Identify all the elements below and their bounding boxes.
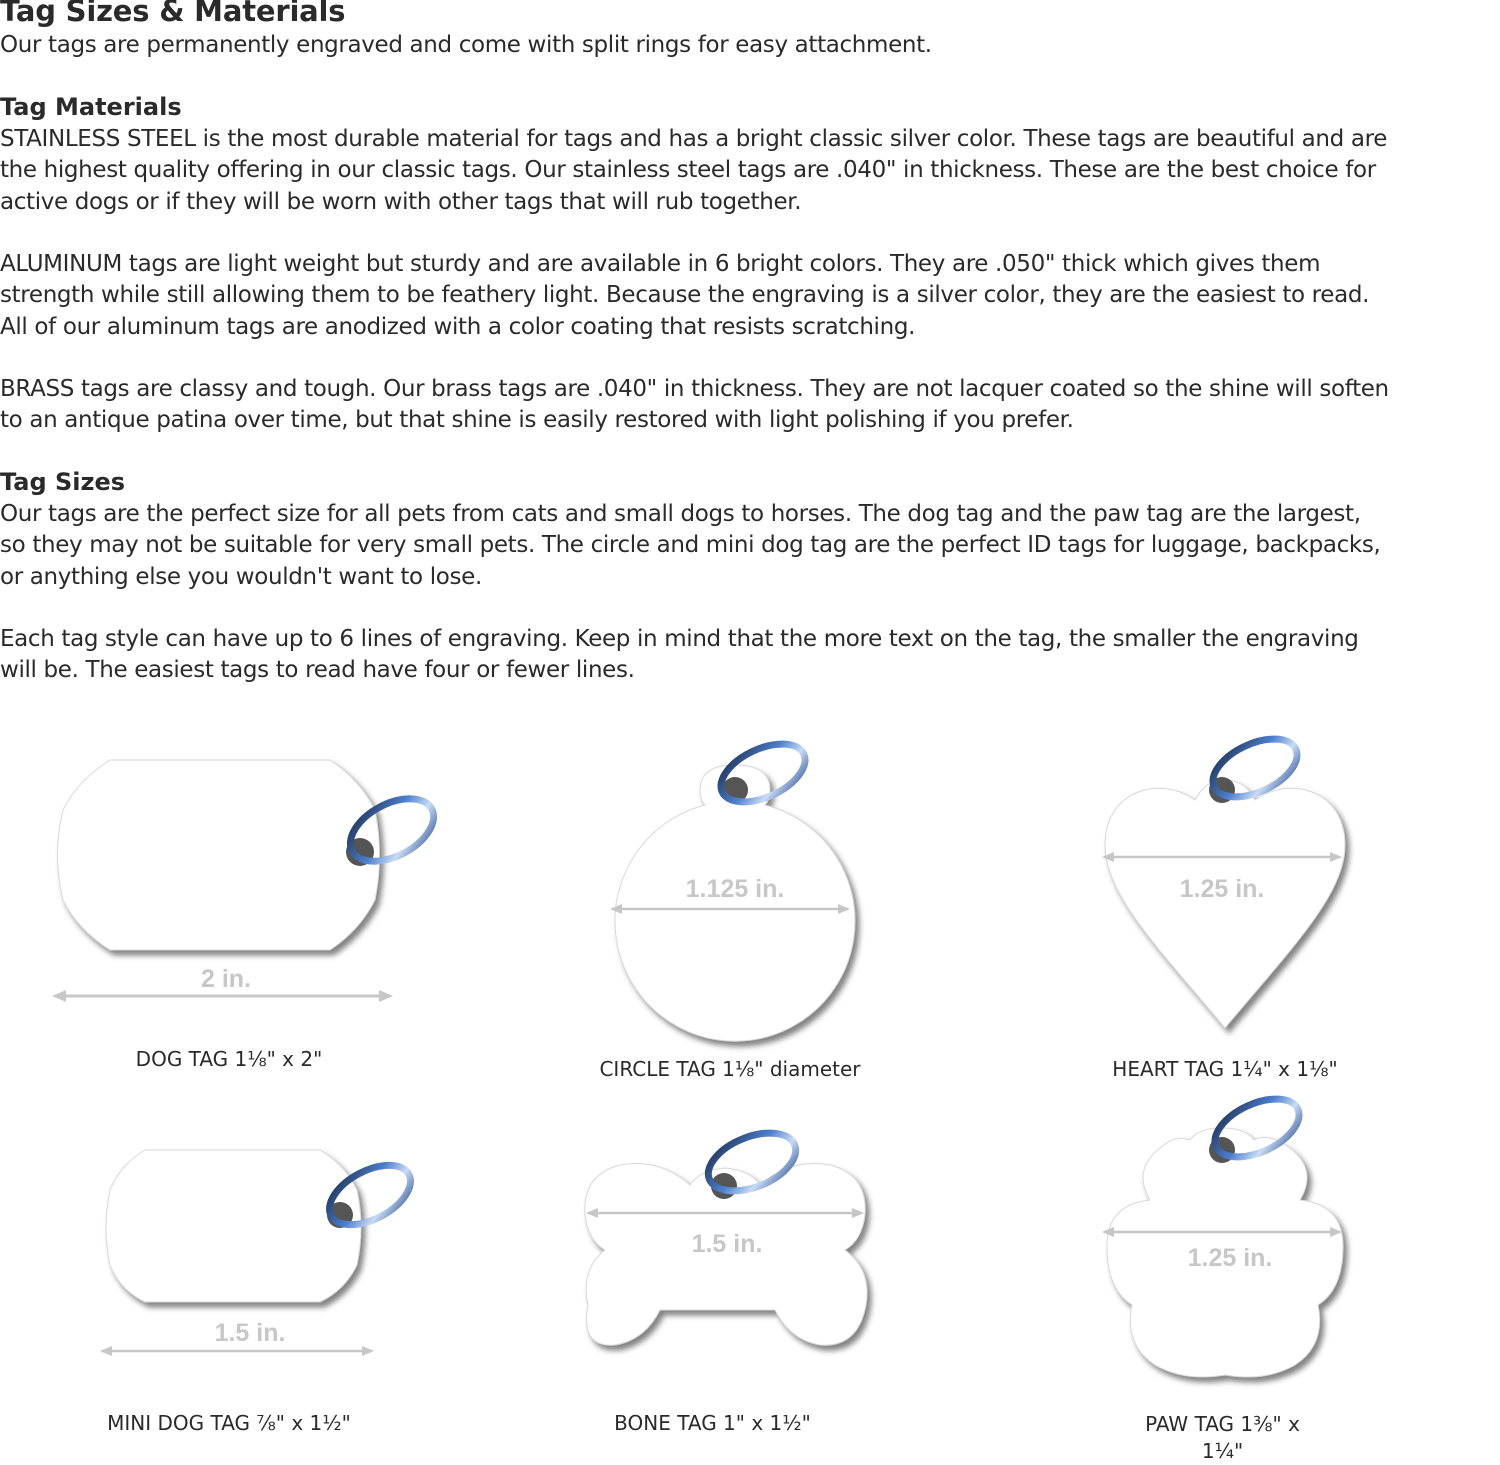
bone-tag-image — [585, 1122, 867, 1346]
dog-tag-image — [52, 760, 444, 1002]
stainless-paragraph: STAINLESS STEEL is the most durable material for tags and has a bright classic silver color. These tags are beautiful and are the highest quality offering in our classic tags. Our stainless steel tags are .040" in thickness. These are the best choice for active dogs or if they will be worn with other tags that will rub together. — [0, 126, 1387, 215]
bone-tag-measurement: 1.5 in. — [691, 1230, 763, 1258]
circle-tag-measurement: 1.125 in. — [685, 875, 785, 903]
paw-tag-measurement: 1.25 in. — [1187, 1244, 1273, 1272]
bone-tag-caption: BONE TAG 1" x 1½" — [614, 1411, 811, 1435]
intro-text: Our tags are permanently engraved and come with split rings for easy attachment. — [0, 32, 932, 58]
page-title: Tag Sizes & Materials — [0, 0, 346, 28]
dog-tag-measurement: 2 in. — [200, 965, 252, 993]
sizes-heading: Tag Sizes — [0, 468, 126, 496]
circle-tag-image — [610, 732, 855, 1041]
aluminum-paragraph: ALUMINUM tags are light weight but sturdy and are available in 6 bright colors. They are .050" thick which gives them strength while still allowing them to be feathery light. Because the engraving is a silver color, they are the easiest to read. All of our aluminum tags are anodized with a color coating that resists scratching. — [0, 251, 1370, 340]
heart-tag-image — [1102, 727, 1345, 1028]
mini-dog-tag-image — [100, 1150, 420, 1356]
engraving-paragraph: Each tag style can have up to 6 lines of engraving. Keep in mind that the more text on the tag, the smaller the engraving will be. The easiest tags to read have four or fewer lines. — [0, 626, 1359, 684]
materials-heading: Tag Materials — [0, 93, 182, 121]
heart-tag-measurement: 1.25 in. — [1179, 875, 1265, 903]
mini-dog-tag-caption: MINI DOG TAG ⅞" x 1½" — [107, 1411, 351, 1435]
sizes-paragraph: Our tags are the perfect size for all pets from cats and small dogs to horses. The dog tag and the paw tag are the largest, so they may not be suitable for very small pets. The circle and mini dog tag are the perfect ID tags for luggage, backpacks, or anything else you wouldn't want to lose. — [0, 501, 1381, 590]
brass-paragraph: BRASS tags are classy and tough. Our brass tags are .040" in thickness. They are not lacquer coated so the shine will soften to an antique patina over time, but that shine is easily restored with light polishing if you prefer. — [0, 376, 1389, 434]
paw-tag-caption: PAW TAG 1⅜" x 1¼" — [1145, 1412, 1300, 1463]
circle-tag-caption: CIRCLE TAG 1⅛" diameter — [599, 1057, 861, 1081]
dog-tag-caption: DOG TAG 1⅛" x 2" — [135, 1047, 323, 1071]
paw-tag-image — [1102, 1087, 1343, 1377]
heart-tag-caption: HEART TAG 1¼" x 1⅛" — [1112, 1057, 1338, 1081]
mini-dog-tag-measurement: 1.5 in. — [214, 1319, 286, 1347]
